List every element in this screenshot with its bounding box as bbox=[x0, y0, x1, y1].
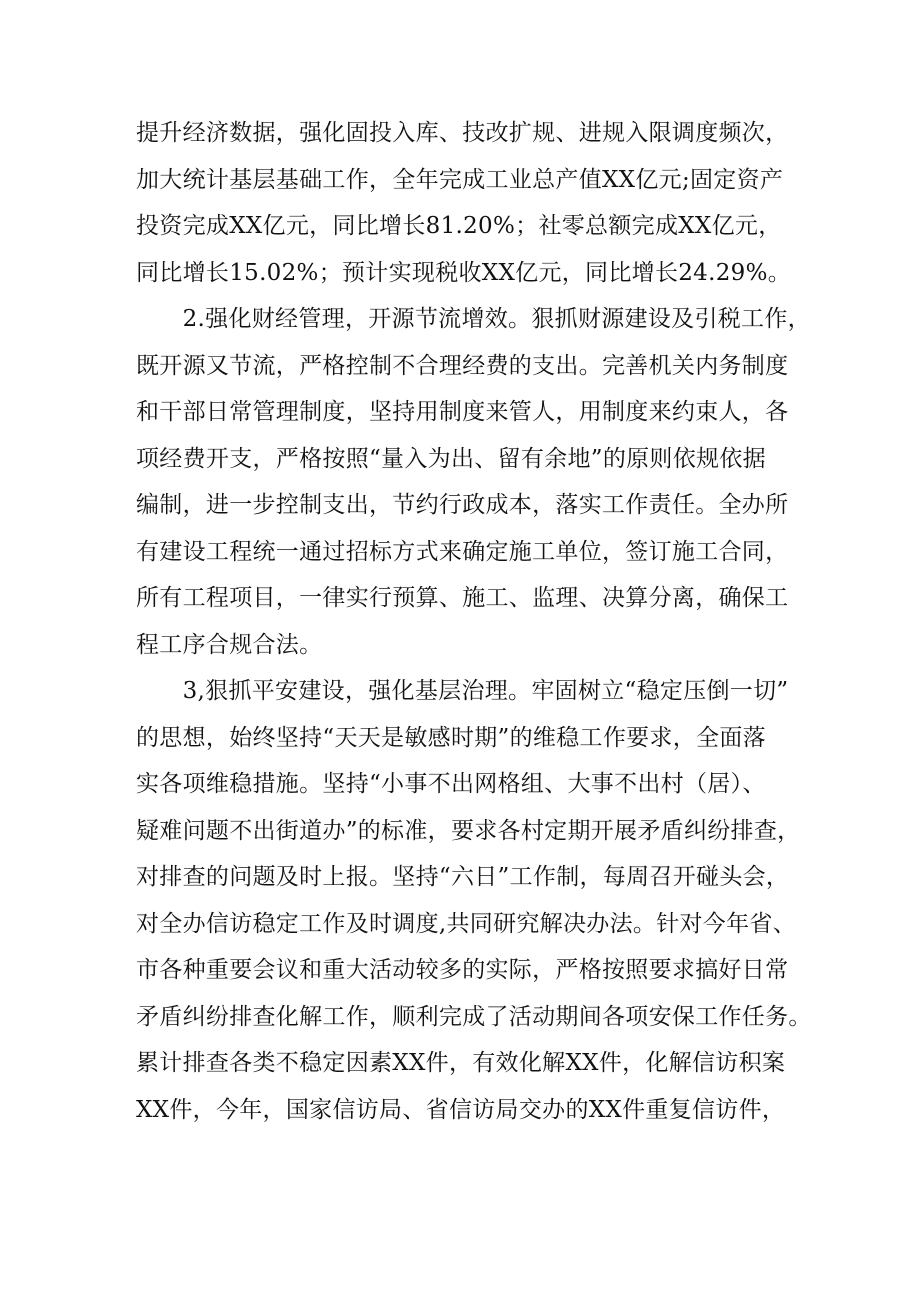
text-line: XX件，今年，国家信访局、省信访局交办的XX件重复信访件， bbox=[136, 1096, 786, 1123]
text-line: 实各项维稳措施。坚持“小事不出网格组、大事不出村（居）、 bbox=[136, 771, 766, 797]
body-text bbox=[136, 110, 812, 1133]
text-line: 对全办信访稳定工作及时调度,共同研究解决办法。针对今年省、 bbox=[136, 910, 797, 937]
text-line: 有建设工程统一通过招标方式来确定施工单位，签订施工合同， bbox=[136, 538, 789, 565]
text-line: 加大统计基层基础工作，全年完成工业总产值XX亿元;固定资产 bbox=[136, 166, 784, 193]
text-line: 和干部日常管理制度，坚持用制度来管人，用制度来约束人，各 bbox=[136, 399, 789, 425]
text-line: 2.强化财经管理，开源节流增效。狠抓财源建设及引税工作， bbox=[136, 306, 811, 332]
text-line: 投资完成XX亿元，同比增长81.20%；社零总额完成XX亿元， bbox=[136, 213, 782, 239]
text-line: 疑难问题不出街道办”的标准，要求各村定期开展矛盾纠纷排查， bbox=[136, 817, 801, 844]
text-line: 提升经济数据，强化固投入库、技改扩规、进规入限调度频次， bbox=[136, 120, 789, 146]
text-line: 程工序合规合法。 bbox=[136, 631, 323, 658]
text-line: 既开源又节流，严格控制不合理经费的支出。完善机关内务制度 bbox=[136, 352, 789, 379]
text-line: 项经费开支，严格按照“量入为出、留有余地”的原则依规依据 bbox=[136, 445, 766, 472]
text-line: 3,狠抓平安建设，强化基层治理。牢固树立“稳定压倒一切” bbox=[136, 678, 789, 704]
text-line: 累计排查各类不稳定因素XX件，有效化解XX件，化解信访积案 bbox=[136, 1050, 786, 1076]
text-line: 市各种重要会议和重大活动较多的实际，严格按照要求搞好日常 bbox=[136, 957, 789, 983]
text-line: 所有工程项目，一律实行预算、施工、监理、决算分离，确保工 bbox=[136, 585, 789, 611]
text-line: 同比增长15.02%；预计实现税收XX亿元，同比增长24.29%。 bbox=[136, 259, 792, 286]
text-line: 编制，进一步控制支出，节约行政成本，落实工作责任。全办所 bbox=[136, 492, 789, 518]
text-line: 对排查的问题及时上报。坚持“六日”工作制，每周召开碰头会， bbox=[136, 864, 790, 890]
text-line: 的思想，始终坚持“天天是敏感时期”的维稳工作要求，全面落 bbox=[136, 724, 766, 751]
text-line: 矛盾纠纷排查化解工作，顺利完成了活动期间各项安保工作任务。 bbox=[136, 1003, 812, 1030]
